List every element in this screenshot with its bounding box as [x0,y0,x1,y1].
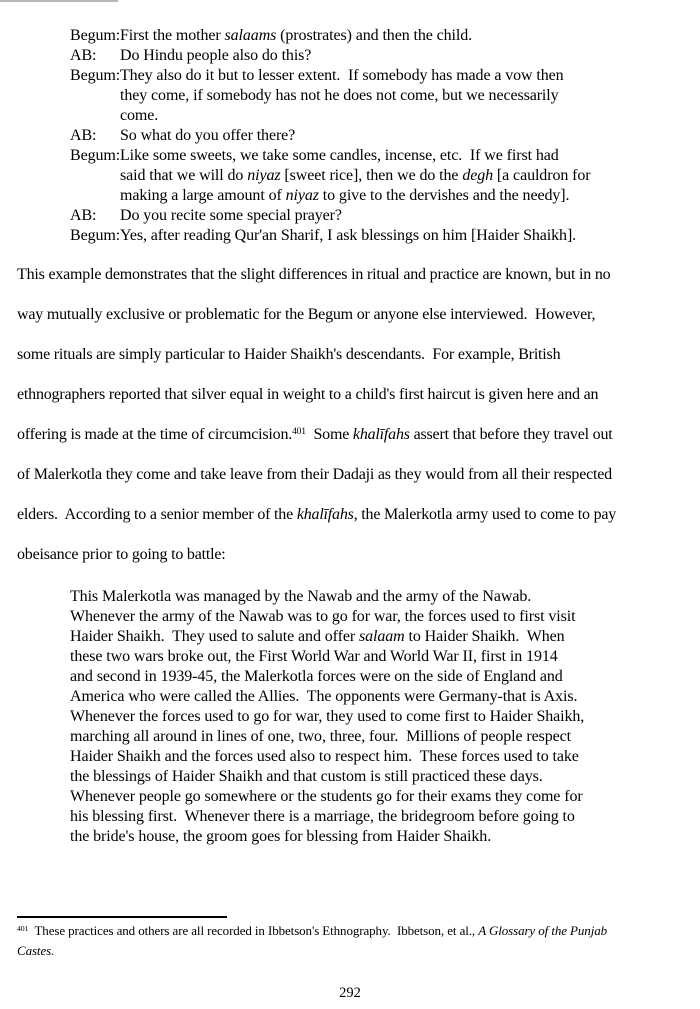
text-line [70,747,584,767]
text-run: of Malerkotla they come and take leave from their Dadaji as they would from all their respected [17,466,612,483]
text-line [17,495,616,535]
text-run: come. [120,107,159,124]
text-line [70,807,584,827]
text-run: khalīfahs [352,426,410,443]
text-line [70,126,591,146]
dialogue-text [120,207,342,224]
text-run: niyaz [285,187,319,204]
speaker-label: AB: [70,127,97,144]
text-line [17,375,616,415]
dialogue-quote-block [70,26,591,246]
text-run: , the Malerkotla army used to come to pay [353,506,617,523]
text-line [17,295,616,335]
text-run: offering is made at the time of circumcision. [17,426,293,443]
dialogue-text [120,27,472,44]
text-line [70,667,584,687]
text-run: Whenever the army of the Nawab was to go for war, the forces used to first visit [70,608,576,625]
dialogue-text [120,187,569,204]
text-line [70,46,591,66]
text-run: Do Hindu people also do this? [120,47,312,64]
text-line [70,647,584,667]
text-line [70,206,591,226]
text-run: Whenever the forces used to go for war, they used to come first to Haider Shaikh, [70,708,585,725]
scan-artifact [0,0,118,2]
text-run: making a large amount of [120,187,286,204]
footnote-separator [17,916,227,918]
text-run: khalīfahs [296,506,354,523]
text-line [70,226,591,246]
text-line [70,166,591,186]
text-line [70,607,584,627]
text-line [70,26,591,46]
text-run: assert that before they travel out [409,426,613,443]
text-run: these two wars broke out, the First World War and World War II, first in 1914 [70,648,558,665]
block-quote [70,587,584,847]
dialogue-text [120,107,158,124]
text-run: So what do you offer there? [120,127,296,144]
body-paragraph [17,255,616,575]
dialogue-text [120,147,559,164]
text-run: Haider Shaikh. They used to salute and offer [70,628,359,645]
text-line [70,707,584,727]
text-run: his blessing first. Whenever there is a marriage, the bridegroom before going to [70,808,575,825]
text-run: [a cauldron for [493,167,591,184]
text-line [70,687,584,707]
text-run: They also do it but to lesser extent. If somebody has made a vow then [120,67,564,84]
text-run: Whenever people go somewhere or the students go for their exams they come for [70,788,583,805]
text-run: they come, if somebody has not he does not come, but we necessarily [120,87,559,104]
text-run: marching all around in lines of one, two, three, four. Millions of people respect [70,728,572,745]
text-run: Do you recite some special prayer? [120,207,342,224]
dialogue-text [120,87,559,104]
text-run: and second in 1939-45, the Malerkotla forces were on the side of England and [70,668,563,685]
text-run: Castes. [17,943,55,958]
text-line [17,941,607,961]
text-run: elders. According to a senior member of the [17,506,297,523]
text-run: Like some sweets, we take some candles, incense, etc. If we first had [120,147,559,164]
text-line [70,106,591,126]
text-line [17,255,616,295]
text-run: (prostrates) and then the child. [276,27,473,44]
text-line [70,767,584,787]
text-run: to Haider Shaikh. When [404,628,565,645]
text-run: way mutually exclusive or problematic for the Begum or anyone else interviewed. However, [17,306,596,323]
text-run: salaams [224,27,277,44]
text-run: Haider Shaikh and the forces used also to respect him. These forces used to take [70,748,579,765]
text-run: America who were called the Allies. The opponents were Germany-that is Axis. [70,688,578,705]
page-number: 292 [339,985,361,1001]
text-line [70,186,591,206]
text-run: obeisance prior to going to battle: [17,546,226,563]
text-line [17,335,616,375]
text-run: Yes, after reading Qur'an Sharif, I ask blessings on him [Haider Shaikh]. [120,227,577,244]
dialogue-text [120,47,311,64]
text-run: This example demonstrates that the slight differences in ritual and practice are known, but in no [17,266,611,283]
text-run: First the mother [120,27,225,44]
footnote-reference: 401 [17,923,29,933]
text-line [17,455,616,495]
text-run: degh [462,167,494,184]
text-line [70,627,584,647]
text-run: These practices and others are all recorded in Ibbetson's Ethnography. Ibbetson, et al., [28,923,479,938]
text-line [70,787,584,807]
text-run: to give to the dervishes and the needy]. [318,187,570,204]
text-line [70,66,591,86]
text-line [70,86,591,106]
footnote-reference: 401 [292,425,306,437]
text-line [70,727,584,747]
text-run: A Glossary of the Punjab [478,923,608,938]
speaker-label: Begum: [70,147,121,164]
text-run: ethnographers reported that silver equal in weight to a child's first haircut is given here and an [17,386,599,403]
text-line [70,827,584,847]
speaker-label: Begum: [70,227,121,244]
text-run: salaam [358,628,405,645]
speaker-label: AB: [70,207,97,224]
speaker-label: Begum: [70,67,121,84]
text-run: said that we will do [120,167,248,184]
text-run: some rituals are simply particular to Haider Shaikh's descendants. For example, British [17,346,561,363]
text-line [70,587,584,607]
dialogue-text [120,127,295,144]
text-run: Some [305,426,353,443]
text-run: niyaz [247,167,281,184]
dialogue-text [120,167,591,184]
text-line [17,535,616,575]
text-run: the blessings of Haider Shaikh and that custom is still practiced these days. [70,768,543,785]
text-run: This Malerkotla was managed by the Nawab and the army of the Nawab. [70,588,532,605]
dialogue-text [120,227,576,244]
speaker-label: Begum: [70,27,121,44]
text-line [17,921,607,941]
footnote [17,921,607,961]
text-run: the bride's house, the groom goes for blessing from Haider Shaikh. [70,828,492,845]
text-line [17,415,616,455]
dialogue-text [120,67,564,84]
speaker-label: AB: [70,47,97,64]
text-run: [sweet rice], then we do the [280,167,463,184]
text-line [70,146,591,166]
